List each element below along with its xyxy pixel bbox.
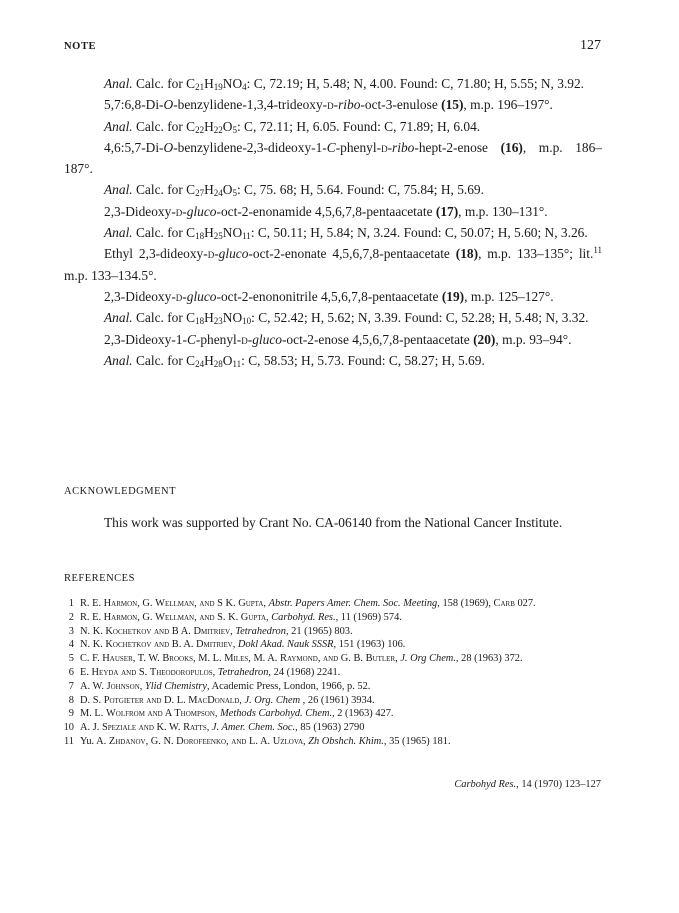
- compound-data-block: [64, 73, 602, 371]
- reference-item: 1 R. E. Harmon, G. Wellman, and S K. Gupta, Abstr. Papers Amer. Chem. Soc. Meeting, 158 (1969), Carb 027.: [68, 598, 536, 609]
- acknowledgment-heading: ACKNOWLEDGMENT: [64, 486, 176, 497]
- analysis-paragraph: Anal. Calc. for $C_{24}H_{28}O_{11}$: C, 58.53; H, 5.73. Found: C, 58.27; H, 5.69.: [104, 352, 485, 369]
- running-head: [64, 38, 601, 54]
- reference-list: [58, 597, 604, 749]
- compound-paragraph: 4,6:5,7-Di-O-benzylidene-2,3-dideoxy-1-C-phenyl-d-ribo-hept-2-enose (16), m.p. 186–187°.: [64, 139, 602, 177]
- reference-item: 3 N. K. Kochetkov and B A. Dmitriev, Tetrahedron, 21 (1965) 803.: [68, 625, 353, 637]
- reference-item: 10 A. J. Speziale and K. W. Ratts, J. Amer. Chem. Soc., 85 (1963) 2790: [63, 722, 365, 734]
- reference-item: 11 Yu. A. Zhdanov, G. N. Dorofeenko, and L. A. Uzlova, Zh Obshch. Khim., 35 (1965) 181.: [63, 735, 451, 747]
- compound-paragraph: 5,7:6,8-Di-O-benzylidene-1,3,4-trideoxy-d-ribo-oct-3-enulose (15), m.p. 196–197°.: [104, 97, 553, 113]
- reference-item: 5 C. F. Hauser, T. W. Brooks, M. L. Miles, M. A. Raymond, and G. B. Butler, J. Org Chem., 28 (1963) 372.: [68, 653, 523, 665]
- compound-paragraph: 2,3-Dideoxy-d-gluco-oct-2-enonamide 4,5,6,7,8-pentaacetate (17), m.p. 130–131°.: [104, 203, 548, 219]
- footer-journal: Carbohyd Res.: [454, 779, 517, 790]
- analysis-paragraph: Anal. Calc. for $C_{18}H_{23}NO_{10}$: C, 52.42; H, 5.62; N, 3.39. Found: C, 52.28; H, 5.48; N, 3.32.: [104, 310, 589, 327]
- reference-item: 2 R. E. Harmon, G. Wellman, and S. K. Gupta, Carbohyd. Res., 11 (1969) 574.: [68, 611, 402, 623]
- running-head-section: NOTE: [64, 41, 97, 52]
- reference-item: 7 A. W. Johnson, Ylid Chemistry, Academic Press, London, 1966, p. 52.: [68, 680, 371, 692]
- analysis-paragraph: Anal. Calc. for $C_{21}H_{19}NO_4$: C, 72.19; H, 5.48; N, 4.00. Found: C, 71.80; H, 5.55; N, 3.92.: [104, 76, 585, 92]
- acknowledgment-text-block: [64, 513, 602, 534]
- acknowledgment-text: This work was supported by Crant No. CA-06140 from the National Cancer Institute.: [104, 515, 563, 530]
- analysis-paragraph: Anal. Calc. for $C_{22}H_{22}O_5$: C, 72.11; H, 6.05. Found: C, 71.89; H, 6.04.: [104, 118, 481, 135]
- reference-item: 6 E. Heyda and S. Theodoropulos, Tetrahedron, 24 (1968) 2241.: [68, 666, 341, 678]
- page-number: 127: [580, 38, 601, 53]
- reference-item: 9 M. L. Wolfrom and A Thompson, Methods Carbohyd. Chem., 2 (1963) 427.: [68, 708, 394, 720]
- analysis-paragraph: Anal. Calc. for $C_{27}H_{24}O_5$: C, 75. 68; H, 5.64. Found: C, 75.84; H, 5.69.: [104, 182, 484, 199]
- references-heading: REFERENCES: [64, 573, 135, 584]
- analysis-paragraph: Anal. Calc. for $C_{18}H_{25}NO_{11}$: C, 50.11; H, 5.84; N, 3.24. Found: C, 50.07; H, 5.60; N, 3.26.: [104, 225, 588, 242]
- compound-paragraph: Ethyl 2,3-dideoxy-d-gluco-oct-2-enonate 4,5,6,7,8-pentaacetate (18), m.p. 133–135°; lit.$^{11}$ m.p. 133–134.5°.: [64, 245, 602, 283]
- footer-citation: , 14 (1970) 123–127: [516, 779, 601, 790]
- compound-paragraph: 2,3-Dideoxy-1-C-phenyl-d-gluco-oct-2-enose 4,5,6,7,8-pentaacetate (20), m.p. 93–94°.: [104, 331, 572, 347]
- reference-item: 4 N. K. Kochetkov and B. A. Dmitriev, Dokl Akad. Nauk SSSR, 151 (1963) 106.: [68, 639, 406, 651]
- compound-paragraph: 2,3-Dideoxy-d-gluco-oct-2-enononitrile 4,5,6,7,8-pentaacetate (19), m.p. 125–127°.: [104, 288, 554, 304]
- reference-item: 8 D. S. Potgieter and D. L. MacDonald, J. Org. Chem , 26 (1961) 3934.: [68, 694, 375, 706]
- journal-footer: [454, 779, 601, 790]
